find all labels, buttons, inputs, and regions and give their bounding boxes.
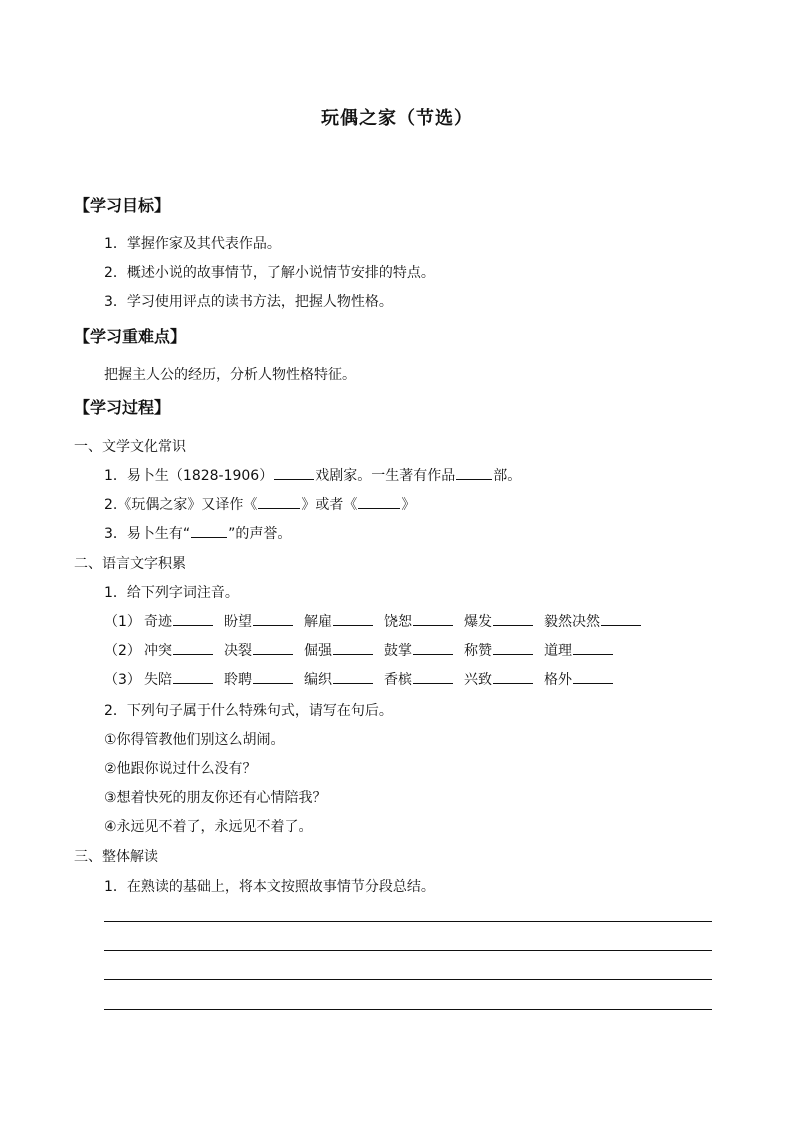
q1-text-a: 1．易卜生（1828-1906） (104, 468, 274, 484)
part2-question-2: 2．下列句子属于什么特殊句式，请写在句后。 (104, 703, 393, 719)
word: 鼓掌 (384, 643, 412, 659)
answer-line[interactable] (104, 921, 712, 922)
word: 决裂 (224, 643, 252, 659)
q3-text-a: 3．易卜生有“ (104, 526, 191, 542)
sentence-item: ②他跟你说过什么没有？ (104, 761, 257, 777)
key-points-heading: 【学习重难点】 (74, 327, 187, 346)
answer-blank[interactable] (456, 465, 492, 480)
objective-item: 1．掌握作家及其代表作品。 (104, 236, 281, 252)
sentence-item: ④永远见不着了，永远见不着了。 (104, 819, 313, 835)
answer-blank[interactable] (274, 465, 314, 480)
q1-text-b: 戏剧家。一生著有作品 (315, 468, 456, 484)
answer-blank[interactable] (253, 669, 293, 684)
key-points-text: 把握主人公的经历，分析人物性格特征。 (104, 367, 356, 383)
row-label: （2） (104, 643, 141, 659)
answer-blank[interactable] (253, 611, 293, 626)
word: 盼望 (224, 614, 252, 630)
word: 倔强 (304, 643, 332, 659)
answer-blank[interactable] (413, 611, 453, 626)
answer-blank[interactable] (173, 640, 213, 655)
word: 香槟 (384, 672, 412, 688)
answer-line[interactable] (104, 1009, 712, 1010)
word: 解雇 (304, 614, 332, 630)
row-label: （1） (104, 614, 141, 630)
word: 奇迹 (144, 614, 172, 630)
answer-blank[interactable] (573, 640, 613, 655)
answer-blank[interactable] (173, 669, 213, 684)
answer-blank[interactable] (253, 640, 293, 655)
answer-blank[interactable] (493, 611, 533, 626)
answer-blank[interactable] (601, 611, 641, 626)
answer-blank[interactable] (493, 640, 533, 655)
word: 称赞 (464, 643, 492, 659)
sentence-item: ①你得管教他们别这么胡闹。 (104, 732, 285, 748)
answer-blank[interactable] (258, 494, 300, 509)
answer-blank[interactable] (173, 611, 213, 626)
row-label: （3） (104, 672, 141, 688)
answer-blank[interactable] (493, 669, 533, 684)
answer-blank[interactable] (358, 494, 400, 509)
answer-blank[interactable] (413, 640, 453, 655)
answer-blank[interactable] (413, 669, 453, 684)
word: 编织 (304, 672, 332, 688)
part1-question-1 (104, 465, 521, 485)
word: 道理 (544, 643, 572, 659)
q2-text-a: 2.《玩偶之家》又译作《 (104, 497, 258, 513)
word: 饶恕 (384, 614, 412, 630)
part3-question-1: 1．在熟读的基础上，将本文按照故事情节分段总结。 (104, 879, 435, 895)
objectives-heading: 【学习目标】 (74, 196, 171, 215)
part2-title: 二、语言文字积累 (74, 556, 186, 572)
q2-text-c: 》 (401, 497, 416, 513)
word: 兴致 (464, 672, 492, 688)
word: 聆聘 (224, 672, 252, 688)
answer-blank[interactable] (333, 669, 373, 684)
answer-blank[interactable] (333, 640, 373, 655)
answer-line[interactable] (104, 950, 712, 951)
part3-title: 三、整体解读 (74, 849, 158, 865)
process-heading: 【学习过程】 (74, 398, 171, 417)
q2-text-b: 》或者《 (301, 497, 358, 513)
word: 爆发 (464, 614, 492, 630)
objective-item: 3．学习使用评点的读书方法，把握人物性格。 (104, 294, 393, 310)
q1-text-c: 部。 (493, 468, 522, 484)
answer-blank[interactable] (573, 669, 613, 684)
part1-title: 一、文学文化常识 (74, 439, 186, 455)
word: 毅然决然 (544, 614, 600, 630)
word: 失陪 (144, 672, 172, 688)
part1-question-3 (104, 523, 291, 543)
answer-line[interactable] (104, 979, 712, 980)
word: 冲突 (144, 643, 172, 659)
answer-blank[interactable] (191, 523, 227, 538)
objective-item: 2．概述小说的故事情节，了解小说情节安排的特点。 (104, 265, 435, 281)
q3-text-b: ”的声誉。 (228, 526, 292, 542)
page-title: 玩偶之家（节选） (321, 108, 473, 129)
part1-question-2 (104, 494, 415, 514)
sentence-item: ③想着快死的朋友你还有心情陪我？ (104, 790, 327, 806)
answer-blank[interactable] (333, 611, 373, 626)
word: 格外 (544, 672, 572, 688)
part2-question-1: 1．给下列字词注音。 (104, 585, 239, 601)
